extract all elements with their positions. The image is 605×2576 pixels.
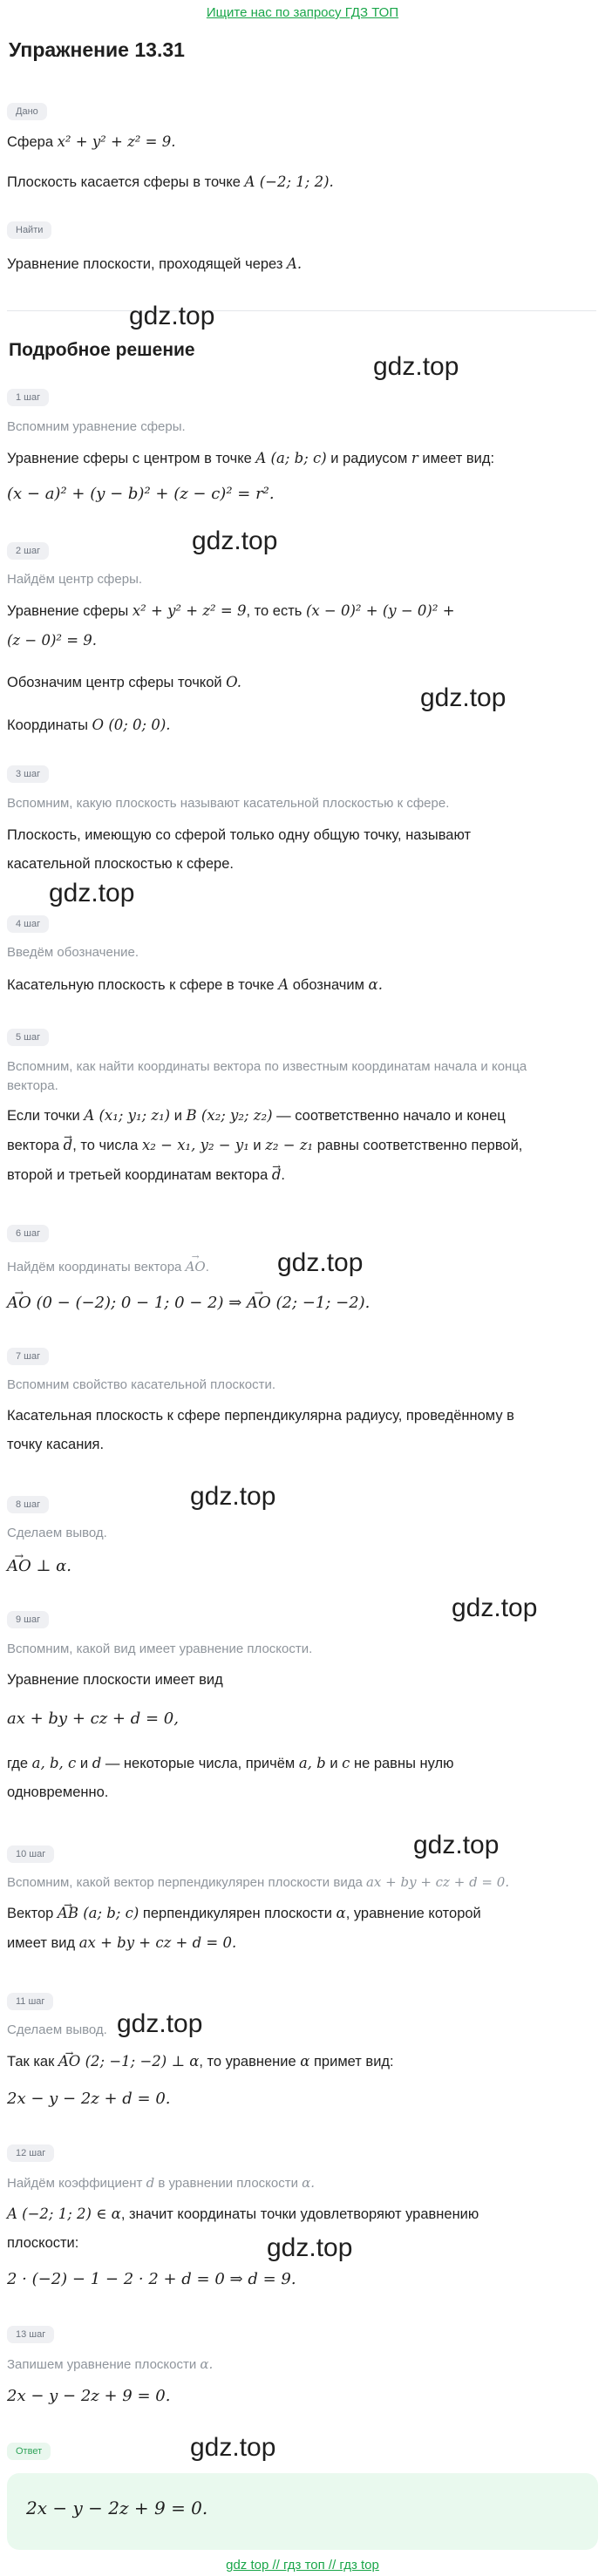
step-12-text: A (−2; 1; 2) ∈ α, значит координаты точки удовлетворяют уравнению плоскости: — [7, 2206, 479, 2251]
step-12-hint: Найдём коэффициент d в уравнении плоскости α. — [7, 2175, 316, 2191]
step-2-hint: Найдём центр сферы. — [7, 572, 143, 587]
answer-box — [7, 2473, 598, 2550]
page-title: Упражнение 13.31 — [9, 38, 185, 61]
answer-chip: Ответ — [7, 2443, 51, 2460]
watermark: gdz.top — [49, 879, 135, 907]
divider — [7, 310, 596, 311]
find-chip: Найти — [7, 221, 51, 239]
step-4-text: Касательную плоскость к сфере в точке A обозначим α. — [7, 976, 383, 993]
top-search-link[interactable]: Ищите нас по запросу ГДЗ ТОП — [206, 5, 399, 20]
watermark: gdz.top — [452, 1594, 538, 1622]
step-4-hint: Введём обозначение. — [7, 945, 139, 960]
footer-links[interactable]: gdz top // гдз топ // гдз top — [226, 2558, 379, 2573]
step-13-chip: 13 шаг — [7, 2326, 54, 2343]
solution-title: Подробное решение — [9, 340, 195, 360]
step-5-chip: 5 шаг — [7, 1029, 49, 1046]
watermark: gdz.top — [117, 2009, 203, 2038]
step-8-equation: → AO ⊥ α. — [7, 1557, 71, 1575]
watermark: gdz.top — [277, 1248, 364, 1277]
step-2-center: Обозначим центр сферы точкой O. — [7, 674, 241, 690]
step-11-hint: Сделаем вывод. — [7, 2022, 107, 2037]
step-1-text: Уравнение сферы с центром в точке A (a; b; c) и радиусом r имеет вид: — [7, 450, 495, 466]
step-11-equation: 2x − y − 2z + d = 0. — [7, 2090, 171, 2108]
step-9-equation: ax + by + cz + d = 0, — [7, 1709, 179, 1728]
step-5-hint: Вспомним, как найти координаты вектора по известным координатам начала и конца вектора. — [7, 1059, 527, 1093]
step-12-chip: 12 шаг — [7, 2144, 54, 2162]
given-chip: Дано — [7, 103, 47, 120]
step-3-text: Плоскость, имеющую со сферой только одну общую точку, называют касательной плоскостью к сфере. — [7, 827, 472, 872]
step-6-hint: Найдём координаты вектора → AO. — [7, 1259, 209, 1274]
step-2-text: Уравнение сферы x² + y² + z² = 9, то есть (x − 0)² + (y − 0)² + (z − 0)² = 9. — [7, 602, 455, 649]
step-6-chip: 6 шаг — [7, 1225, 49, 1242]
watermark: gdz.top — [129, 302, 215, 330]
answer-equation: 2x − y − 2z + 9 = 0. — [26, 2498, 208, 2518]
step-13-equation: 2x − y − 2z + 9 = 0. — [7, 2387, 171, 2405]
step-13-hint: Запишем уравнение плоскости α. — [7, 2356, 214, 2372]
watermark: gdz.top — [413, 1831, 500, 1859]
given-line-sphere: Сфера x² + y² + z² = 9. — [7, 133, 176, 150]
watermark: gdz.top — [190, 2433, 276, 2462]
step-5-text: Если точки A (x₁; y₁; z₁) и B (x₂; y₂; z₂) — соответственно начало и конец вектора → d, то числа x₂ − x₁, y₂ − y₁ и z₂ − z₁ равны соответственно первой, второй и третьей координатам вектора → d. — [7, 1101, 596, 1190]
step-10-text: Вектор → AB (a; b; c) перпендикулярен плоскости α, уравнение которой имеет вид ax + by + cz + d = 0. — [7, 1899, 596, 1958]
step-2-coords: Координаты O (0; 0; 0). — [7, 717, 171, 733]
step-9-explain: где a, b, c и d — некоторые числа, причём a, b и c не равны нулю одновременно. — [7, 1755, 454, 1800]
step-8-hint: Сделаем вывод. — [7, 1526, 107, 1540]
step-2-chip: 2 шаг — [7, 542, 49, 560]
watermark: gdz.top — [420, 683, 506, 712]
step-7-text: Касательная плоскость к сфере перпендикулярна радиусу, проведённому в точку касания. — [7, 1408, 514, 1452]
step-7-chip: 7 шаг — [7, 1348, 49, 1365]
watermark: gdz.top — [190, 1482, 276, 1511]
step-6-equation: → AO (0 − (−2); 0 − 1; 0 − 2) ⇒ → AO (2; −1; −2). — [7, 1294, 370, 1312]
step-9-chip: 9 шаг — [7, 1611, 49, 1628]
step-3-chip: 3 шаг — [7, 765, 49, 783]
find-line: Уравнение плоскости, проходящей через A. — [7, 255, 302, 272]
watermark: gdz.top — [192, 527, 278, 555]
step-11-chip: 11 шаг — [7, 1993, 53, 2010]
step-1-chip: 1 шаг — [7, 389, 49, 406]
step-11-text: Так как → AO (2; −1; −2) ⊥ α, то уравнение α примет вид: — [7, 2047, 596, 2076]
watermark: gdz.top — [373, 352, 459, 381]
step-10-hint: Вспомним, какой вектор перпендикулярен плоскости вида ax + by + cz + d = 0. — [7, 1874, 510, 1890]
step-12-equation: 2 · (−2) − 1 − 2 · 2 + d = 0 ⇒ d = 9. — [7, 2270, 296, 2288]
step-9-text: Уравнение плоскости имеет вид — [7, 1672, 223, 1688]
step-8-chip: 8 шаг — [7, 1496, 49, 1513]
step-7-hint: Вспомним свойство касательной плоскости. — [7, 1377, 276, 1392]
given-line-point: Плоскость касается сферы в точке A (−2; 1; 2). — [7, 173, 334, 190]
step-1-hint: Вспомним уравнение сферы. — [7, 419, 186, 434]
step-9-hint: Вспомним, какой вид имеет уравнение плоскости. — [7, 1641, 313, 1656]
step-1-equation: (x − a)² + (y − b)² + (z − c)² = r². — [7, 485, 275, 503]
step-4-chip: 4 шаг — [7, 915, 49, 933]
step-10-chip: 10 шаг — [7, 1845, 54, 1863]
watermark: gdz.top — [267, 2233, 353, 2262]
step-3-hint: Вспомним, какую плоскость называют касательной плоскостью к сфере. — [7, 796, 450, 811]
